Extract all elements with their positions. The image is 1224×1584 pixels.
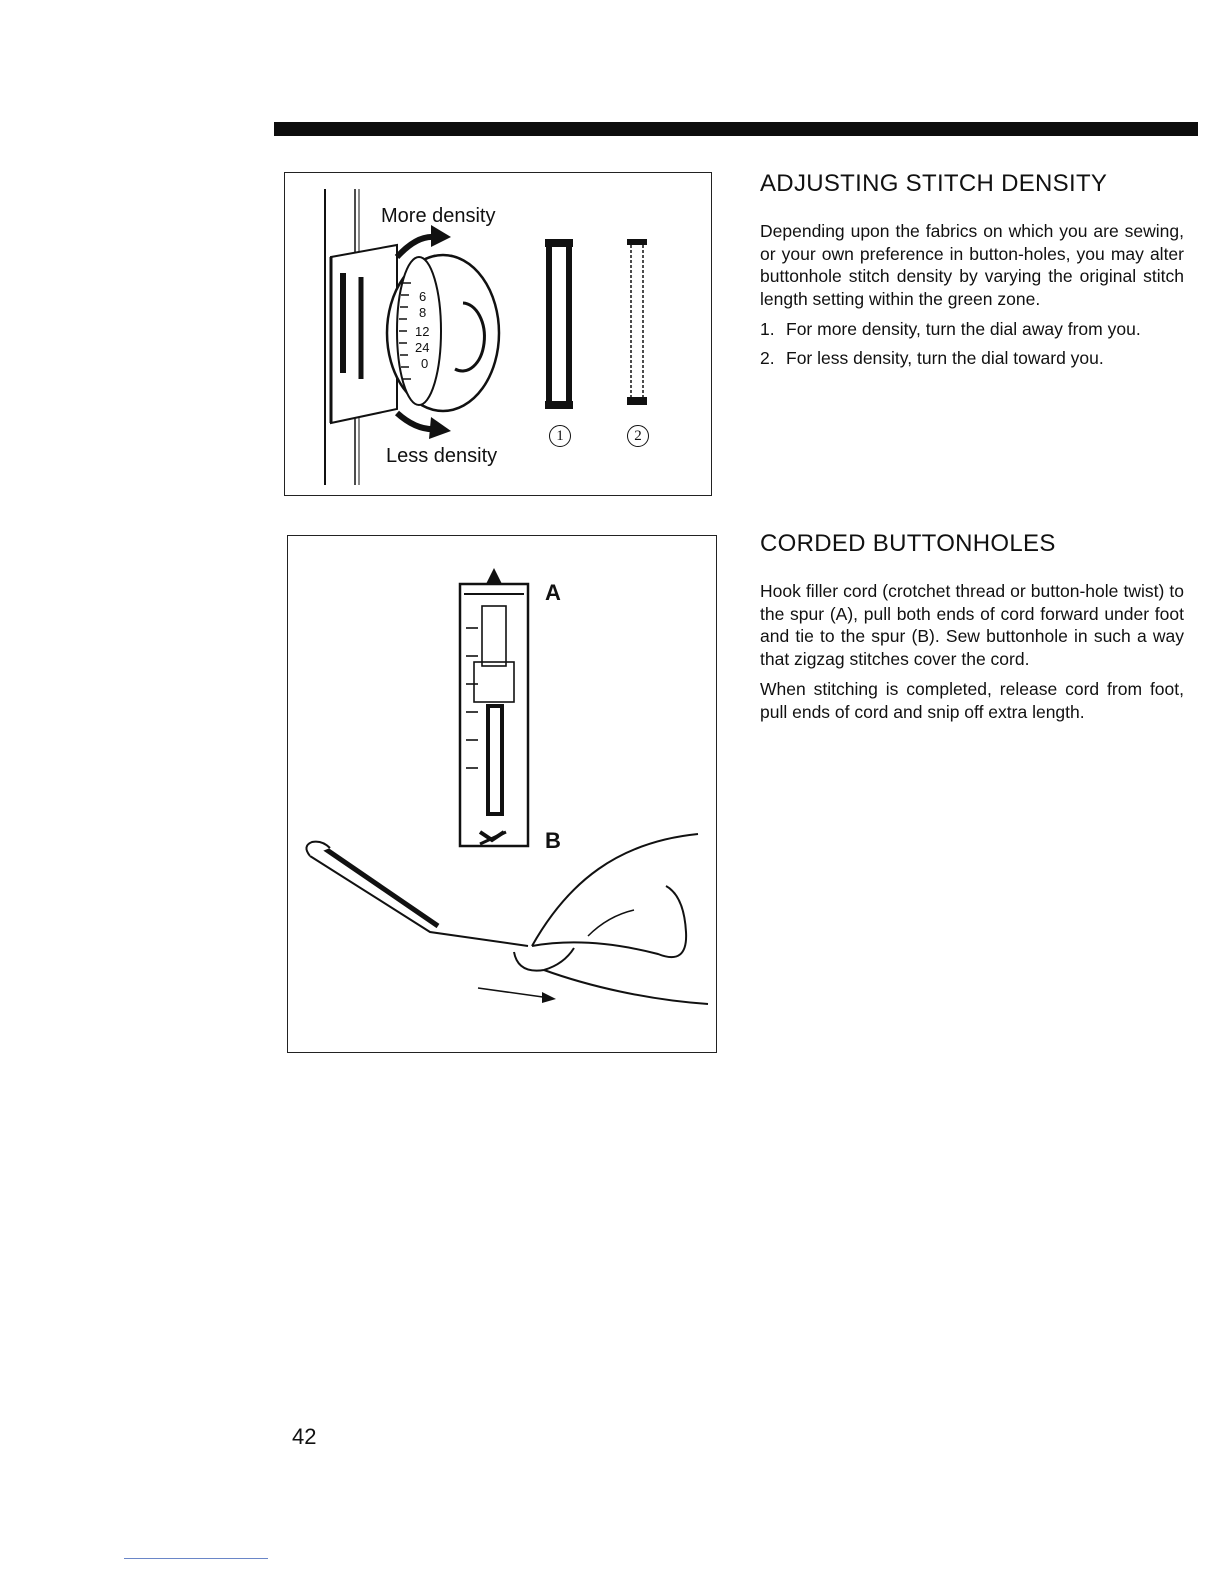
page-number: 42 <box>292 1424 317 1449</box>
presser-foot-illustration <box>288 536 716 1052</box>
sample-marker-1: 1 <box>549 425 571 447</box>
dial-number: 12 <box>415 324 430 339</box>
corded-buttonholes-section <box>760 530 1184 731</box>
step-number: 1. <box>760 319 775 339</box>
section-heading: ADJUSTING STITCH DENSITY <box>760 170 1108 197</box>
scan-edge-line <box>124 1558 268 1559</box>
dial-number: 0 <box>421 356 429 371</box>
density-dial-figure <box>284 172 712 496</box>
section-paragraph: When stitching is completed, release cord from foot, pull ends of cord and snip off extra length. <box>760 679 1184 722</box>
dial-number: 6 <box>419 289 427 304</box>
spur-b-label: B <box>545 828 561 853</box>
adjusting-stitch-density-section <box>760 170 1184 375</box>
section-heading: CORDED BUTTONHOLES <box>760 530 1056 557</box>
corded-buttonhole-figure <box>287 535 717 1053</box>
top-rule <box>274 122 1198 136</box>
density-steps-list <box>760 318 1184 369</box>
step-number: 2. <box>760 347 775 368</box>
step-text: For less density, turn the dial toward you. <box>786 347 1104 368</box>
list-item <box>760 347 1184 370</box>
dial-illustration <box>285 173 711 495</box>
more-density-label: More density <box>381 205 496 227</box>
less-density-label: Less density <box>386 445 498 467</box>
step-text: For more density, turn the dial away from you. <box>786 319 1141 339</box>
sample-marker-2: 2 <box>627 425 649 447</box>
section-intro: Depending upon the fabrics on which you are sewing, or your own preference in button-holes, you may alter buttonhole stitch density by varying the original stitch length setting within the green zone. <box>760 221 1184 309</box>
section-paragraph: Hook filler cord (crotchet thread or button-hole twist) to the spur (A), pull both ends of cord forward under foot and tie to the spur (B). Sew buttonhole in such a way that zigzag stitches cover the cord. <box>760 581 1184 669</box>
list-item <box>760 318 1184 341</box>
dial-number: 8 <box>419 305 427 320</box>
dial-number: 24 <box>415 340 430 355</box>
spur-a-label: A <box>545 580 561 605</box>
